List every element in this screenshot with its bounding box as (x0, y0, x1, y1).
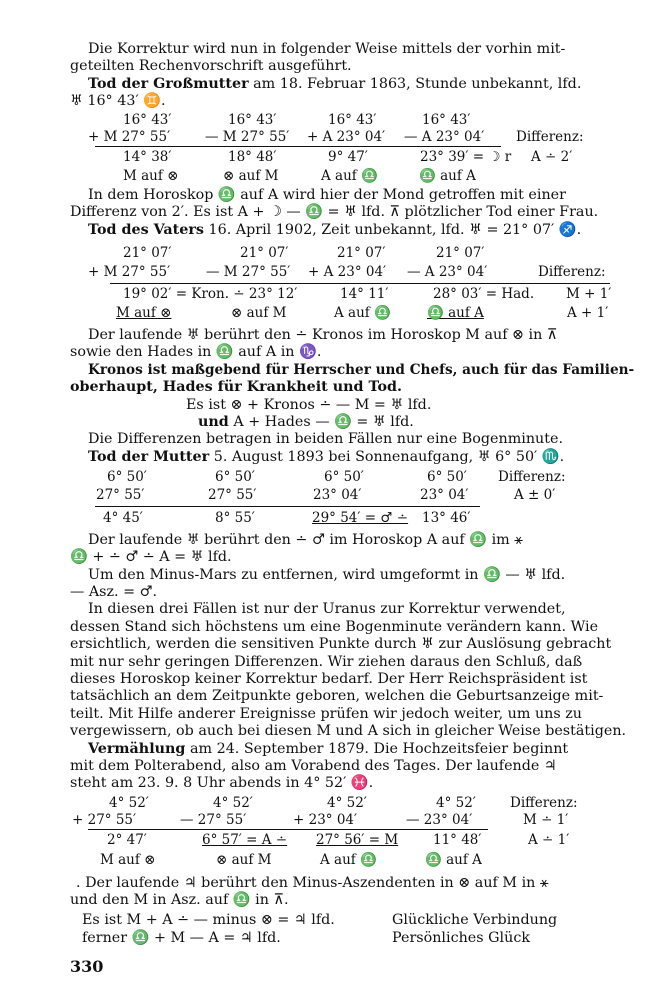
text-line: — Asz. = ♂. (70, 584, 158, 600)
table-cell: 6° 57′ = A ∸ (202, 832, 288, 848)
equation-line: ferner ♎ + M — A = ♃ lfd. (82, 930, 281, 946)
table-cell: A ± 0′ (514, 487, 556, 503)
equation-line (198, 414, 414, 431)
heading-rest: am 24. September 1879. Die Hochzeitsfeier beginnt (185, 741, 569, 757)
text-line: ersichtlich, werden die sensitiven Punkte durch ♅ zur Auslösung gebracht (70, 636, 612, 652)
section-heading-wedding (88, 741, 568, 758)
sum-rule (110, 283, 610, 284)
table-cell: 13° 46′ (422, 510, 471, 526)
table-cell: 6° 50′ (215, 469, 255, 485)
text-line: In diesen drei Fällen ist nur der Uranus zur Korrektur verwendet, (88, 601, 566, 617)
table-cell: 21° 07′ (337, 245, 386, 261)
table-cell: 4° 52′ (436, 795, 476, 811)
text-line: oberhaupt, Hades für Krankheit und Tod. (70, 379, 403, 395)
table-cell: 27° 55′ (208, 487, 257, 503)
table-cell: M auf ⊗ (123, 168, 179, 184)
table-cell: 6° 50′ (324, 469, 364, 485)
table-cell: — 27° 55′ (180, 812, 247, 828)
table-cell: 16° 43′ (328, 112, 377, 128)
heading-rest: 5. August 1893 bei Sonnenaufgang, ♅ 6° 50′ ♏. (209, 449, 565, 465)
table-cell: 19° 02′ = Kron. ∸ 23° 12′ (123, 286, 298, 302)
heading-rest: 16. April 1902, Zeit unbekannt, lfd. ♅ = 21° 07′ ♐. (203, 222, 582, 238)
table-cell: ♎ auf A (427, 305, 484, 321)
table-cell: ♎ auf A (419, 168, 476, 184)
table-cell: 4° 45′ (103, 510, 143, 526)
sum-rule (95, 146, 501, 147)
table-cell: 6° 50′ (427, 469, 467, 485)
text-line: dieses Horoskop keiner Korrektur bedarf. Der Herr Reichspräsident ist (70, 671, 588, 687)
table-cell: 8° 55′ (215, 510, 255, 526)
table-cell: 4° 52′ (327, 795, 367, 811)
equation-note: Persönliches Glück (392, 930, 530, 946)
table-cell: A auf ♎ (334, 305, 391, 321)
text-line: mit nur sehr geringen Differenzen. Wir ziehen daraus den Schluß, daß (70, 654, 583, 670)
text-line: ♎ + ∸ ♂ ∸ A = ♅ lfd. (70, 549, 232, 565)
table-cell: 2° 47′ (107, 832, 147, 848)
table-cell: 4° 52′ (213, 795, 253, 811)
page-number: 330 (70, 957, 104, 976)
table-cell: Differenz: (516, 129, 584, 145)
table-cell: M auf ⊗ (116, 305, 172, 321)
table-cell: 9° 47′ (328, 149, 368, 165)
text-line: tatsächlich an dem Zeitpunkte geboren, welchen die Geburtsanzeige mit- (70, 688, 604, 704)
text-line: Um den Minus-Mars zu entfernen, wird umgeformt in ♎ — ♅ lfd. (88, 567, 566, 583)
table-cell: + A 23° 04′ (308, 264, 387, 280)
section-heading-grandmother (88, 76, 581, 93)
intro-line-1: Die Korrektur wird nun in folgender Weise mittels der vorhin mit- (88, 41, 566, 57)
table-cell: 27° 56′ = M (316, 832, 399, 848)
table-cell: 21° 07′ (436, 245, 485, 261)
heading-bold: Tod der Großmutter (88, 76, 249, 92)
table-cell: M auf ⊗ (100, 852, 156, 868)
sum-rule (88, 829, 488, 830)
heading-bold: Tod des Vaters (88, 222, 204, 238)
table-cell: + 23° 04′ (293, 812, 358, 828)
table-cell: Differenz: (510, 795, 578, 811)
table-cell: — A 23° 04′ (404, 129, 485, 145)
table-cell: 29° 54′ = ♂ ∸ (312, 510, 409, 526)
heading-rest: am 18. Februar 1863, Stunde unbekannt, lfd. (248, 76, 582, 92)
table-cell: 6° 50′ (107, 469, 147, 485)
equation-line: Es ist M + A ∸ — minus ⊗ = ♃ lfd. (82, 912, 335, 928)
text-line: . Der laufende ♃ berührt den Minus-Aszendenten in ⊗ auf M in ⚹ (76, 875, 549, 891)
table-cell: 23° 39′ = ☽ r (420, 149, 512, 165)
table-cell: 16° 43′ (228, 112, 277, 128)
table-cell: + 27° 55′ (72, 812, 137, 828)
equation-note: Glückliche Verbindung (392, 912, 558, 928)
table-cell: ⊗ auf M (231, 305, 287, 321)
table-cell: A + 1′ (567, 305, 609, 321)
table-cell: ♎ auf A (425, 852, 482, 868)
table-cell: 11° 48′ (433, 832, 482, 848)
table-cell: Differenz: (498, 469, 566, 485)
text-line: teilt. Mit Hilfe anderer Ereignisse prüfen wir jedoch weiter, um uns zu (70, 706, 583, 722)
table-cell: 4° 52′ (109, 795, 149, 811)
text-line: Differenz von 2′. Es ist A + ☽ — ♎ = ♅ lfd. ⊼ plötzlicher Tod einer Frau. (70, 204, 599, 220)
heading-bold: Vermählung (88, 741, 186, 757)
table-cell: A ∸ 1′ (528, 832, 570, 848)
intro-line-2: geteilten Rechenvorschrift ausgeführt. (70, 58, 352, 74)
sum-rule (95, 506, 480, 507)
text-line: dessen Stand sich höchstens um eine Bogenminute verändern kann. Wie (70, 619, 599, 635)
table-cell: ⊗ auf M (223, 168, 279, 184)
table-cell: 18° 48′ (228, 149, 277, 165)
table-cell: + A 23° 04′ (307, 129, 386, 145)
table-cell: A auf ♎ (320, 852, 377, 868)
table-cell: — 23° 04′ (406, 812, 473, 828)
equation-line: Es ist ⊗ + Kronos ∸ — M = ♅ lfd. (186, 397, 432, 413)
equation-rest: A + Hades — ♎ = ♅ lfd. (228, 414, 414, 430)
section-heading-father (88, 222, 581, 239)
table-cell: ⊗ auf M (216, 852, 272, 868)
text-line: steht am 23. 9. 8 Uhr abends in 4° 52′ ♓. (70, 775, 374, 791)
text-line: Der laufende ♅ berührt den ∸ ♂ im Horoskop A auf ♎ im ⚹ (88, 532, 523, 548)
table-cell: 16° 43′ (422, 112, 471, 128)
text-line: Der laufende ♅ berührt den ∸ Kronos im Horoskop M auf ⊗ in ⊼ (88, 327, 558, 343)
table-cell: 21° 07′ (240, 245, 289, 261)
table-cell: + M 27° 55′ (88, 264, 171, 280)
text-line: sowie den Hades in ♎ auf A in ♑. (70, 344, 322, 360)
text-line: und den M in Asz. auf ♎ in ⊼. (70, 892, 289, 908)
text-line: Die Differenzen betragen in beiden Fällen nur eine Bogenminute. (88, 431, 564, 447)
table-cell: A ∸ 2′ (531, 149, 573, 165)
section-heading-mother (88, 449, 564, 466)
table-cell: — A 23° 04′ (407, 264, 488, 280)
table-cell: + M 27° 55′ (88, 129, 171, 145)
table-cell: M + 1′ (566, 286, 612, 302)
table-cell: M ∸ 1′ (523, 812, 569, 828)
table-cell: 21° 07′ (123, 245, 172, 261)
heading-bold: Tod der Mutter (88, 449, 210, 465)
table-cell: 27° 55′ (96, 487, 145, 503)
table-cell: A auf ♎ (321, 168, 378, 184)
table-cell: 14° 11′ (340, 286, 389, 302)
text-line: In dem Horoskop ♎ auf A wird hier der Mond getroffen mit einer (88, 187, 566, 203)
table-cell: 28° 03′ = Had. (433, 286, 535, 302)
table-cell: 16° 43′ (123, 112, 172, 128)
table-cell: Differenz: (538, 264, 606, 280)
table-cell: 14° 38′ (123, 149, 172, 165)
table-cell: — M 27° 55′ (206, 264, 291, 280)
equation-and: und (198, 414, 229, 430)
text-line: vergewissern, ob auch bei diesen M und A sich in gleicher Weise bestätigen. (70, 723, 627, 739)
table-cell: — M 27° 55′ (205, 129, 290, 145)
text-line: mit dem Polterabend, also am Vorabend des Tages. Der laufende ♃ (70, 758, 557, 774)
table-cell: 23° 04′ (420, 487, 469, 503)
uranus-position: ♅ 16° 43′ ♊. (70, 93, 166, 109)
text-line: Kronos ist maßgebend für Herrscher und Chefs, auch für das Familien- (88, 362, 635, 378)
table-cell: 23° 04′ (313, 487, 362, 503)
